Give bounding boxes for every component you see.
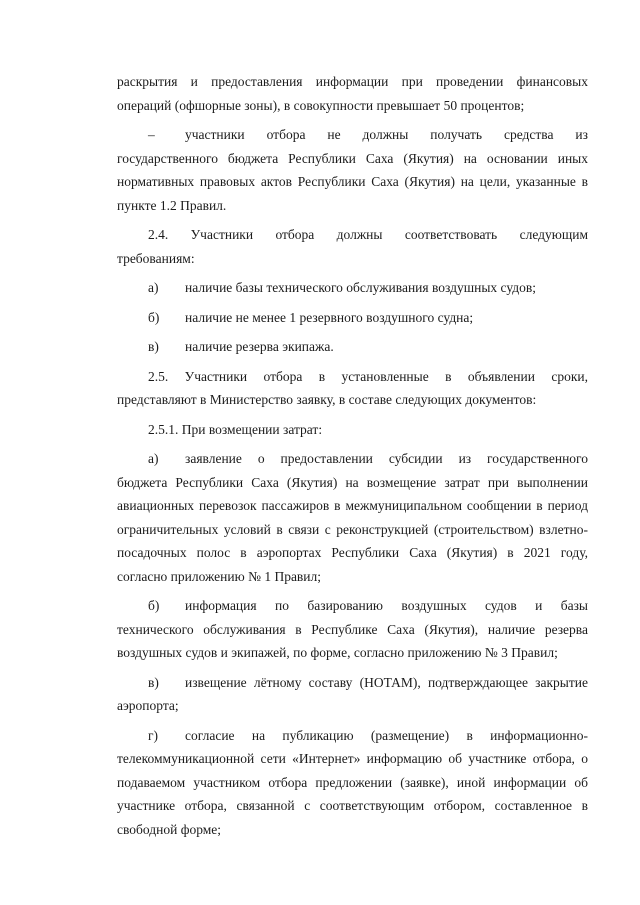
list-item (117, 276, 588, 300)
text-line: авиационных перевозок пассажиров в межмуниципальном сообщении в период (117, 498, 588, 513)
text-line: телекоммуникационной сети «Интернет» информацию об участнике отбора, о (117, 751, 588, 766)
list-item (117, 123, 588, 147)
text-line: посадочных полос в аэропортах Республики Саха (Якутия) в 2021 году, (117, 545, 588, 560)
text-line: информация по базированию воздушных судов и базы (185, 598, 588, 613)
text-line: требованиям: (117, 250, 195, 266)
list-marker: г) (148, 727, 159, 743)
list-marker: б) (148, 309, 160, 325)
text-line: заявление о предоставлении субсидии из государственного (185, 451, 588, 466)
list-item (117, 447, 588, 471)
text-line: наличие не менее 1 резервного воздушного судна; (185, 309, 474, 325)
list-item (117, 671, 588, 695)
list-item (117, 306, 588, 330)
text-line: представляют в Министерство заявку, в составе следующих документов: (117, 392, 537, 407)
list-marker: в) (148, 674, 159, 690)
text-line: наличие базы технического обслуживания воздушных судов; (185, 280, 536, 295)
text-line: участнике отбора, связанной с соответствующим отбором, составленное в (117, 798, 588, 813)
text-line: свободной форме; (117, 821, 222, 837)
text-line: нормативных правовых актов Республики Саха (Якутия) на цели, указанные в (117, 174, 588, 189)
list-marker: б) (148, 598, 160, 613)
list-item (117, 724, 588, 748)
section-heading: 2.4. Участники отбора должны соответствовать следующим (148, 227, 588, 242)
section-heading: 2.5. Участники отбора в установленные в объявлении сроки, (148, 368, 588, 384)
text-line: государственного бюджета Республики Саха (Якутия) на основании иных (117, 150, 588, 166)
text-line: аэропорта; (117, 698, 179, 713)
list-marker: в) (148, 339, 159, 354)
text-line: технического обслуживания в Республике Саха (Якутия), наличие резерва (117, 621, 588, 637)
list-marker: а) (148, 280, 159, 295)
text-line: согласие на публикацию (размещение) в информационно- (185, 727, 588, 743)
list-item (117, 594, 588, 618)
text-line: воздушных судов и экипажей, по форме, согласно приложению № 3 Правил; (117, 645, 558, 660)
list-marker: – (148, 127, 155, 142)
text-line: операций (офшорные зоны), в совокупности превышает 50 процентов; (117, 97, 525, 113)
text-line: пункте 1.2 Правил. (117, 197, 227, 213)
text-line: наличие резерва экипажа. (185, 339, 334, 354)
text-line: извещение лётному составу (НОТАМ), подтверждающее закрытие (185, 674, 588, 690)
text-line: бюджета Республики Саха (Якутия) на возмещение затрат при выполнении (117, 474, 588, 490)
list-item (117, 335, 588, 359)
text-line: подаваемом участником отбора предложении (заявке), иной информации об (117, 774, 588, 790)
text-line: раскрытия и предоставления информации при проведении финансовых (117, 74, 588, 89)
text-line: согласно приложению № 1 Правил; (117, 568, 322, 584)
text-line: участники отбора не должны получать средства из (185, 127, 588, 142)
text-line: ограничительных условий в связи с реконструкцией (строительством) взлетно- (117, 521, 588, 537)
subsection-heading: 2.5.1. При возмещении затрат: (148, 421, 323, 437)
list-marker: а) (148, 451, 159, 466)
